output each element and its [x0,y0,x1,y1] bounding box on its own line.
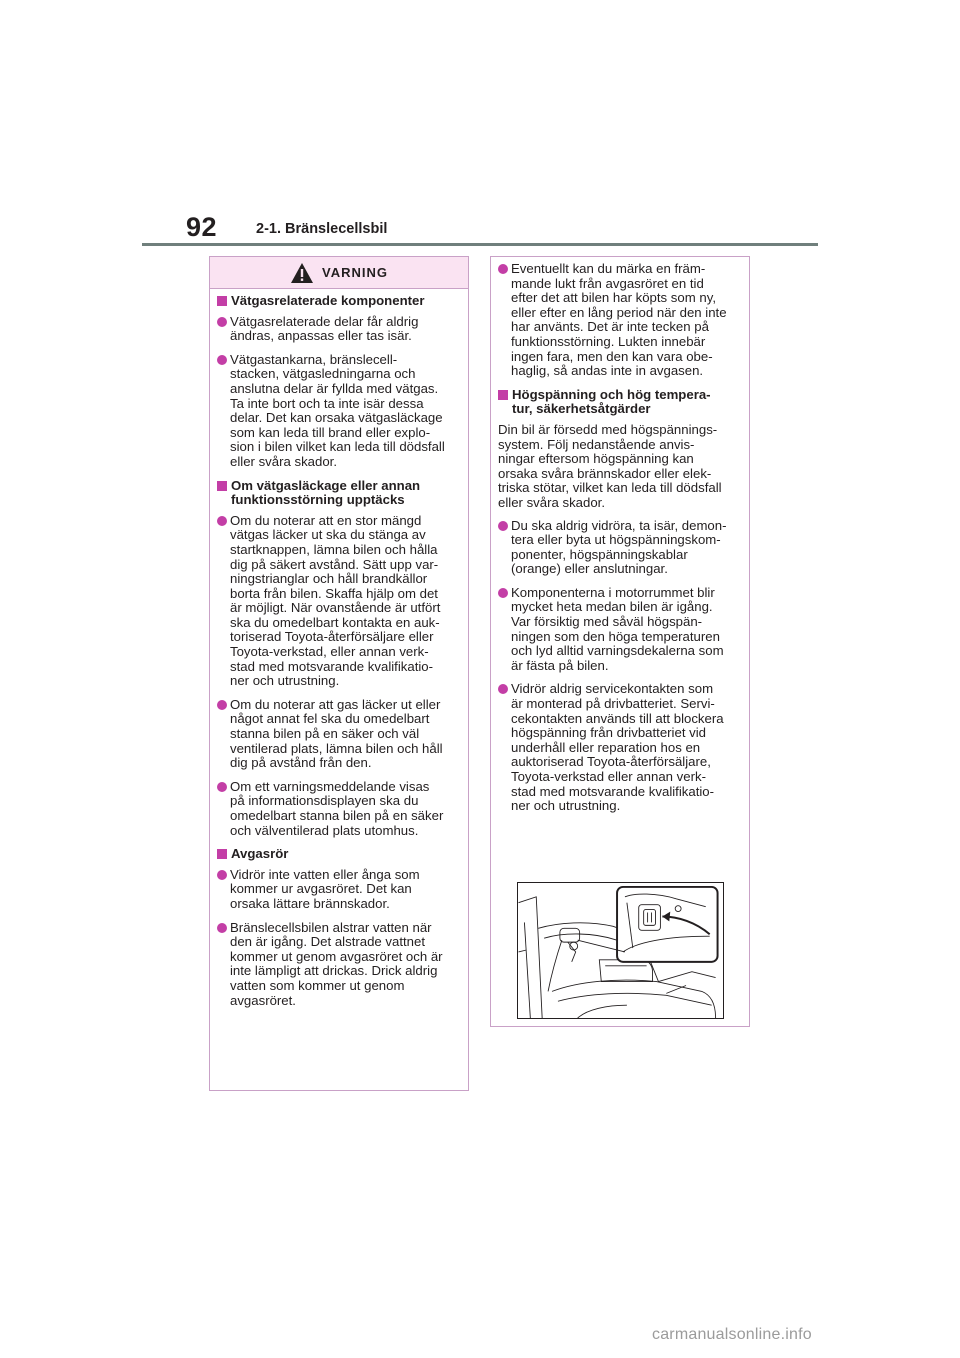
round-bullet-icon [498,264,508,274]
bullet-text: Om ett varningsmeddelande visas på informationsdisplayen ska du omedelbart stanna bilen på en säker och välventilerad plats utomhus. [230,778,444,838]
bullet-text: Om du noterar att gas läcker ut eller något annat fel ska du omedelbart stanna bilen på en säker och väl ventilerad plats, lämna bilen och håll dig på avstånd från den. [230,696,443,771]
bullet-text: Vätgastankarna, bränslecell- stacken, vätgasledningarna och anslutna delar är fyllda med vätgas. Ta inte bort och ta inte isär dessa delar. Det kan orsaka vätgasläckage som kan leda till brand eller explo- sion i bilen vilket kan leda till dödsfall eller svåra skador. [230,351,445,469]
subheading [217,479,461,508]
bullet-text: Bränslecellsbilen alstrar vatten när den är igång. Det alstrade vattnet kommer ut genom avgasröret och är inte lämpligt att drickas. Drick aldrig vatten som kommer ut genom avgasröret. [230,919,443,1008]
bullet-item [217,780,461,838]
warning-content-right [491,257,749,814]
bullet-item [217,353,461,470]
round-bullet-icon [217,516,227,526]
warning-title: VARNING [322,265,388,280]
round-bullet-icon [217,700,227,710]
square-bullet-icon [498,390,508,400]
bullet-text: Eventuellt kan du märka en främ- mande lukt från avgasröret en tid efter det att bilen har köpts som ny, eller efter en lång period när den inte har använts. Det är inte tecken på funktionsstörning. Lukten innebär ingen fara, men den kan vara obe- haglig, så andas inte in avgasen. [511,261,727,379]
round-bullet-icon [217,782,227,792]
bullet-item [498,682,742,813]
bullet-item [217,514,461,689]
subheading [217,294,461,309]
square-bullet-icon [217,849,227,859]
bullet-item [498,262,742,379]
section-title: 2-1. Bränslecellsbil [256,221,388,237]
bullet-item [498,519,742,577]
bullet-item [217,315,461,344]
bullet-item [217,921,461,1009]
bullet-item [217,868,461,912]
bullet-item [217,698,461,771]
subheading-text: Avgasrör [231,846,289,862]
bullet-text: Du ska aldrig vidröra, ta isär, demon- tera eller byta ut högspänningskom- ponenter, högspänningskablar (orange) eller anslutningar. [511,517,727,577]
square-bullet-icon [217,296,227,306]
round-bullet-icon [498,684,508,694]
rear-seat-drawing [518,883,723,1018]
bullet-text: Vidrör inte vatten eller ånga som kommer ur avgasröret. Det kan orsaka lättare brännskador. [230,866,420,911]
service-plug-illustration [517,882,724,1019]
subheading [217,847,461,862]
bullet-text: Vidrör aldrig servicekontakten som är monterad på drivbatteriet. Servi- cekontakten används till att blockera högspänning från drivbatteriet vid underhåll eller reparation hos en auktoriserad Toyota-återförsäljare, Toyota-verkstad eller annan verk- stad med motsvarande kvalifikatio- ner och utrustning. [511,681,724,814]
bullet-text: Vätgasrelaterade delar får aldrig ändras, anpassas eller tas isär. [230,313,419,344]
round-bullet-icon [217,923,227,933]
bullet-item [498,586,742,674]
paragraph: Din bil är försedd med högspännings- system. Följ nedanstående anvis- ningar eftersom högspänning kan orsaka svåra brännskador eller elek- triska stötar, vilket kan leda till dödsfall eller svåra skador. [498,421,722,510]
round-bullet-icon [217,317,227,327]
round-bullet-icon [498,588,508,598]
round-bullet-icon [217,870,227,880]
page-number: 92 [186,212,218,242]
round-bullet-icon [498,521,508,531]
warning-header [210,257,468,289]
watermark: carmanualsonline.info [652,1326,812,1343]
bullet-text: Komponenterna i motorrummet blir mycket heta medan bilen är igång. Var försiktig med såväl högspän- ningen som den höga temperaturen och lyd alltid varningsdekalerna som är fästa på bilen. [511,584,724,673]
page-header [0,0,960,250]
header-divider [142,243,818,246]
subheading-text: Vätgasrelaterade komponenter [231,293,425,308]
subheading-text: Om vätgasläckage eller annan funktionsstörning upptäcks [231,477,421,508]
warning-content-left [210,289,468,1008]
square-bullet-icon [217,481,227,491]
subheading-text: Högspänning och hög tempera- tur, säkerhetsåtgärder [512,386,711,417]
bullet-text: Om du noterar att en stor mängd vätgas läcker ut ska du stänga av startknappen, lämna bilen och hålla dig på säkert avstånd. Sätt upp var- ningstrianglar och håll brandkällor borta från bilen. Skaffa hjälp om det är möjligt. När ovanstående är utfört ska du omedelbart kontakta en auk- toriserad Toyota-återförsäljare eller Toyota-verkstad, eller annan verk- stad med motsvarande kvalifikatio- ner och utrustning. [230,512,441,689]
warning-box-left [209,256,469,1091]
subheading [498,388,742,417]
warning-triangle-icon [290,262,314,284]
round-bullet-icon [217,355,227,365]
